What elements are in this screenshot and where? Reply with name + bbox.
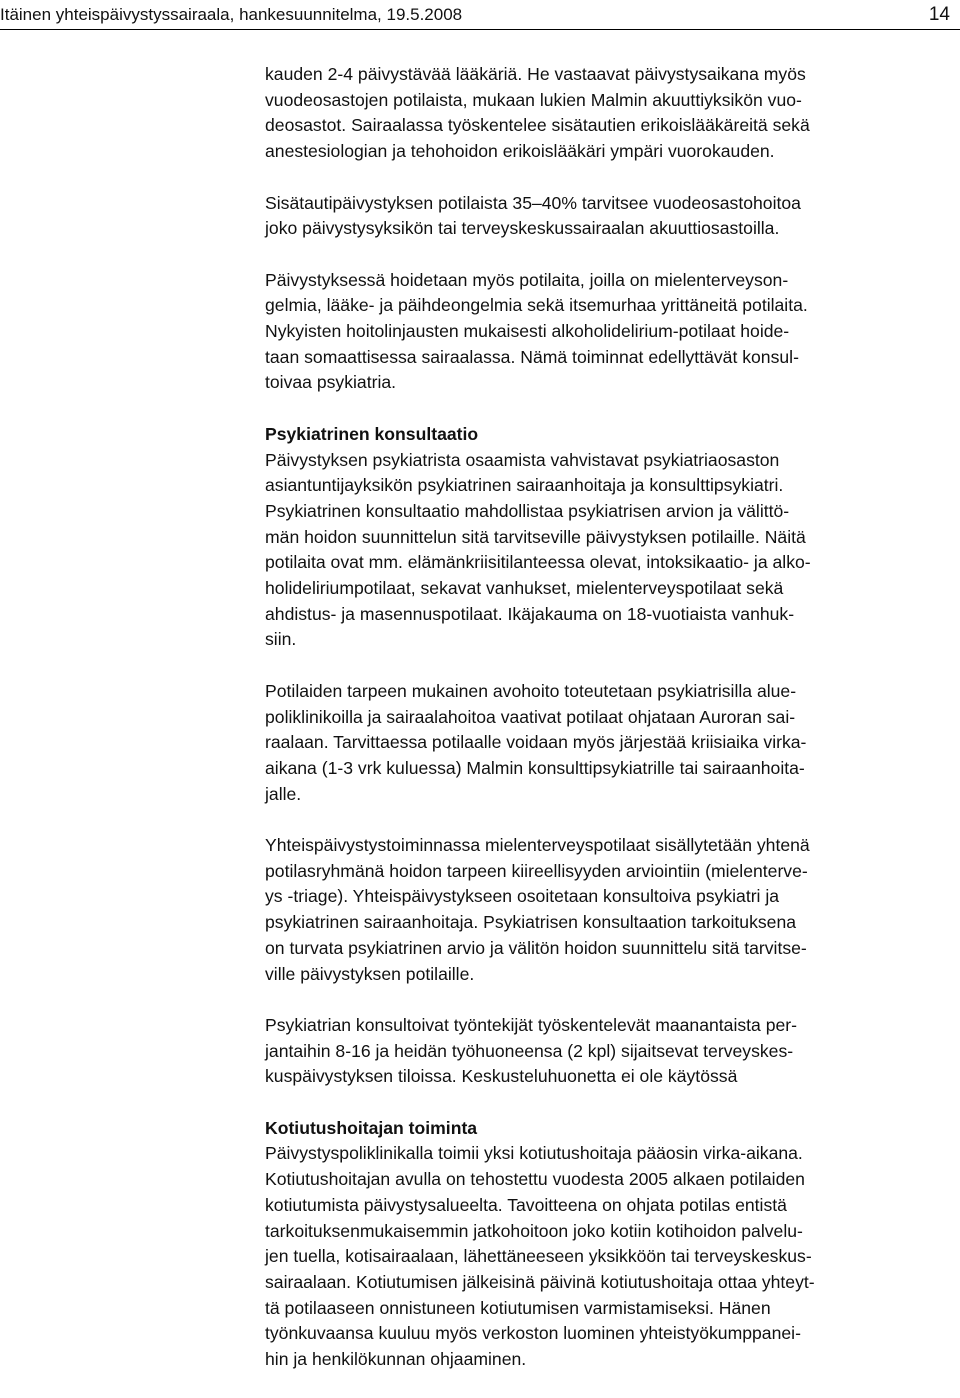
text-line: asiantuntijayksikön psykiatrinen sairaanhoitaja ja konsulttipsykiatri. [265, 475, 784, 496]
text-line: psykiatrinen sairaanhoitaja. Psykiatrisen konsultaation tarkoituksena [265, 912, 797, 933]
text-line: Päivystyksen psykiatrista osaamista vahvistavat psykiatriaosaston [265, 449, 780, 470]
text-line: kotiutumista päivystysalueelta. Tavoitteena on ohjata potilas entistä [265, 1194, 787, 1215]
page-number: 14 [928, 4, 950, 25]
paragraph [265, 1013, 955, 1090]
text-line: män hoidon suunnittelun sitä tarvitseville päivystyksen potilaille. Näitä [265, 526, 806, 547]
text-line: jalle. [265, 783, 302, 804]
text-line: jen tuella, kotisairaalaan, lähettäneeseen yksikköön tai terveyskeskus- [265, 1246, 812, 1267]
text-line: potilasryhmänä hoidon tarpeen kiireellisyyden arviointiin (mielenterve- [265, 860, 808, 881]
text-line: potilaita ovat mm. elämänkriisitilanteessa olevat, intoksikaatio- ja alko- [265, 552, 811, 573]
document-section [265, 1116, 955, 1373]
text-line: anestesiologian ja tehohoidon erikoislääkäri ympäri vuorokauden. [265, 141, 775, 162]
text-line: työnkuvaansa kuuluu myös verkoston luominen yhteistyökumppanei- [265, 1323, 801, 1344]
text-line: sairaalaan. Kotiutumisen jälkeisinä päivinä kotiutushoitaja ottaa yhteyt- [265, 1271, 815, 1292]
text-line: siin. [265, 629, 297, 650]
section-heading: Psykiatrinen konsultaatio [265, 423, 479, 444]
paragraph [265, 422, 955, 653]
text-line: kuspäivystyksen tiloissa. Keskusteluhuonetta ei ole käytössä [265, 1066, 738, 1087]
paragraph [265, 191, 955, 242]
paragraph [265, 62, 955, 165]
text-line: on turvata psykiatrinen arvio ja välitön hoidon suunnittelu sitä tarvitse- [265, 937, 807, 958]
paragraph [265, 679, 955, 808]
text-line: poliklinikoilla ja sairaalahoitoa vaativat potilaat ohjataan Auroran sai- [265, 706, 796, 727]
text-line: Päivystyksessä hoidetaan myös potilaita, joilla on mielenterveyson- [265, 269, 789, 290]
text-line: taan somaattisessa sairaalassa. Nämä toiminnat edellyttävät konsul- [265, 346, 799, 367]
header-divider [0, 29, 960, 30]
text-line: aikana (1-3 vrk kuluessa) Malmin konsulttipsykiatrille tai sairaanhoita- [265, 757, 805, 778]
text-line: Kotiutushoitajan avulla on tehostettu vuodesta 2005 alkaen potilaiden [265, 1169, 805, 1190]
text-line: ys -triage). Yhteispäivystykseen osoitetaan konsultoiva psykiatri ja [265, 886, 780, 907]
text-line: vuodeosastojen potilaista, mukaan lukien Malmin akuuttiyksikön vuo- [265, 89, 802, 110]
text-line: deosastot. Sairaalassa työskentelee sisätautien erikoislääkäreitä sekä [265, 115, 810, 136]
document-body [265, 62, 955, 1398]
text-line: Nykyisten hoitolinjausten mukaisesti alkoholidelirium-potilaat hoide- [265, 321, 790, 341]
text-line: ahdistus- ja masennuspotilaat. Ikäjakauma on 18-vuotiaista vanhuk- [265, 603, 795, 624]
text-line: ville päivystyksen potilaille. [265, 963, 475, 984]
text-line: Potilaiden tarpeen mukainen avohoito toteutetaan psykiatrisilla alue- [265, 680, 797, 701]
text-line: Sisätautipäivystyksen potilaista 35–40% tarvitsee vuodeosastohoitoa [265, 192, 801, 213]
text-line: kauden 2-4 päivystävää lääkäriä. He vastaavat päivystysaikana myös [265, 64, 806, 84]
text-line: Psykiatrian konsultoivat työntekijät työskentelevät maanantaista per- [265, 1014, 797, 1035]
section-heading: Kotiutushoitajan toiminta [265, 1117, 478, 1138]
text-line: hin ja henkilökunnan ohjaaminen. [265, 1349, 527, 1370]
text-line: joko päivystysyksikön tai terveyskeskussairaalan akuuttiosastoilla. [265, 218, 780, 239]
document-section [265, 62, 955, 396]
text-line: gelmia, lääke- ja päihdeongelmia sekä itsemurhaa yrittäneitä potilaita. [265, 295, 808, 316]
paragraph [265, 1116, 955, 1373]
text-line: toivaa psykiatria. [265, 372, 397, 393]
text-line: jantaihin 8-16 ja heidän työhuoneensa (2 kpl) sijaitsevat terveyskes- [265, 1040, 794, 1061]
document-section [265, 422, 955, 1090]
paragraph [265, 268, 955, 397]
text-line: Päivystyspoliklinikalla toimii yksi kotiutushoitaja pääosin virka-aikana. [265, 1143, 803, 1164]
text-line: Yhteispäivystystoiminnassa mielenterveyspotilaat sisällytetään yhtenä [265, 835, 810, 856]
document-title: Itäinen yhteispäivystyssairaala, hankesuunnitelma, 19.5.2008 [0, 5, 463, 24]
text-line: tä potilaaseen onnistuneen kotiutumisen varmistamiseksi. Hänen [265, 1297, 771, 1318]
text-line: raalaan. Tarvittaessa potilaalle voidaan myös järjestää kriisiaika virka- [265, 732, 807, 753]
paragraph [265, 833, 955, 987]
text-line: tarkoituksenmukaisemmin jatkohoitoon joko kotiin kotihoidon palvelu- [265, 1220, 803, 1241]
page-header [0, 4, 960, 26]
text-line: holideliriumpotilaat, sekavat vanhukset, mielenterveyspotilaat sekä [265, 578, 784, 599]
text-line: Psykiatrinen konsultaatio mahdollistaa psykiatrisen arvion ja välittö- [265, 500, 790, 521]
